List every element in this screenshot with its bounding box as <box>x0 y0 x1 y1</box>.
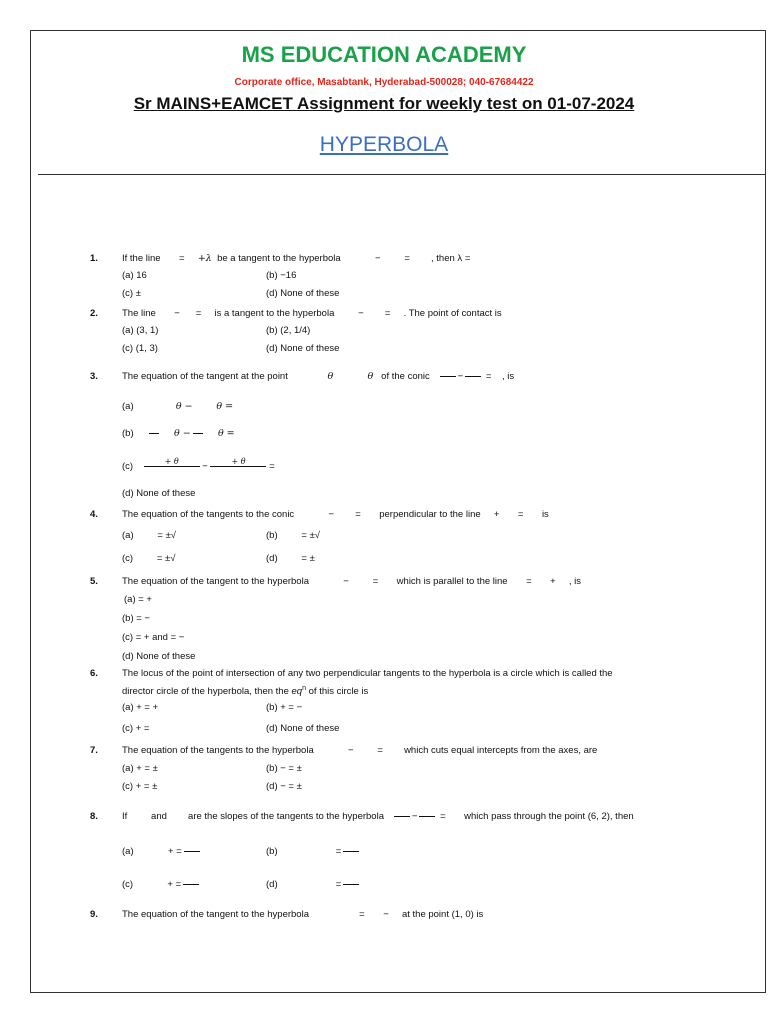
option-d: (d) = <box>266 879 361 891</box>
option-d: (d) None of these <box>266 343 340 354</box>
option-d: (d) − = ± <box>266 781 302 792</box>
option-a: (a) 16 <box>122 270 147 281</box>
option-c: (c) = ±√ <box>122 553 176 564</box>
option-a: (a) = + <box>124 594 152 605</box>
option-b: (b) = <box>266 846 361 858</box>
question-number: 9. <box>90 909 98 920</box>
option-a: (a) θ − θ = <box>122 401 234 412</box>
option-d: (d) None of these <box>122 488 196 499</box>
question-number: 3. <box>90 371 98 382</box>
option-c: (c) + = ± <box>122 781 158 792</box>
question-number: 1. <box>90 253 98 264</box>
option-b: (b) = − <box>122 613 150 624</box>
question-stem: The locus of the point of intersection of any two perpendicular tangents to the hyperbola is a circle which is called the <box>122 668 613 679</box>
question-stem: The equation of the tangents to the hyperbola − = which cuts equal intercepts from the axes, are <box>122 745 598 756</box>
office-address: Corporate office, Masabtank, Hyderabad-500028; 040-67684422 <box>234 77 534 88</box>
option-d: (d) None of these <box>266 723 340 734</box>
option-c: (c) = + and = − <box>122 632 185 643</box>
question-number: 8. <box>90 811 98 822</box>
question-stem: The equation of the tangent at the point θ θ of the conic − = , is <box>122 371 515 382</box>
question-stem-continued: director circle of the hyperbola, then the $eq^n$ of this circle is <box>122 685 369 698</box>
option-b: (b) −16 <box>266 270 297 281</box>
question-stem: If and are the slopes of the tangents to the hyperbola − = which pass through the point (6, 2), then <box>122 811 634 822</box>
option-c: (c) (1, 3) <box>122 343 158 354</box>
topic-title: HYPERBOLA <box>319 133 449 156</box>
option-a: (a) + = + <box>122 702 159 713</box>
option-c: (c) + θ − + θ = <box>122 456 275 472</box>
option-a: (a) + = ± <box>122 763 158 774</box>
option-b: (b) θ − θ = <box>122 428 235 439</box>
question-stem: The equation of the tangents to the conic − = perpendicular to the line + = is <box>122 509 549 520</box>
option-d: (d) None of these <box>122 651 196 662</box>
header-divider <box>38 174 766 175</box>
option-b: (b) − = ± <box>266 763 302 774</box>
option-d: (d) = ± <box>266 553 315 564</box>
option-a: (a) (3, 1) <box>122 325 159 336</box>
option-a: (a) + = <box>122 846 202 858</box>
option-c: (c) ± <box>122 288 141 299</box>
option-a: (a) = ±√ <box>122 530 177 541</box>
option-b: (b) (2, 1/4) <box>266 325 311 336</box>
question-number: 2. <box>90 308 98 319</box>
option-c: (c) + = <box>122 879 201 891</box>
assignment-title: Sr MAINS+EAMCET Assignment for weekly test on 01-07-2024 <box>133 94 635 113</box>
question-number: 6. <box>90 668 98 679</box>
question-number: 5. <box>90 576 98 587</box>
question-stem: If the line = +λ be a tangent to the hyperbola − = , then λ = <box>122 253 471 264</box>
question-stem: The equation of the tangent to the hyperbola = − at the point (1, 0) is <box>122 909 484 920</box>
academy-title: MS EDUCATION ACADEMY <box>241 42 527 67</box>
option-b: (b) = ±√ <box>266 530 321 541</box>
question-number: 7. <box>90 745 98 756</box>
question-stem: The line − = is a tangent to the hyperbola − = . The point of contact is <box>122 308 502 319</box>
option-b: (b) + = − <box>266 702 303 713</box>
question-number: 4. <box>90 509 98 520</box>
question-stem: The equation of the tangent to the hyperbola − = which is parallel to the line = + , is <box>122 576 582 587</box>
option-d: (d) None of these <box>266 288 340 299</box>
option-c: (c) + = <box>122 723 150 734</box>
